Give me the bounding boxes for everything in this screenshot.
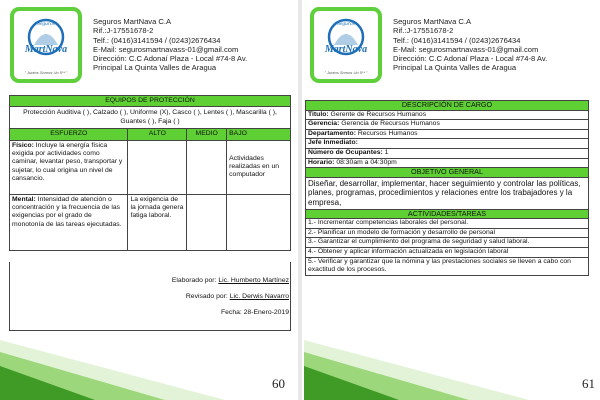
company-email: E-Mail: segurosmartnavass-01@gmail.com — [93, 44, 239, 54]
mental-alto: La exigencia de la jornada genera fatiga laboral. — [128, 194, 187, 250]
company-address-2: Principal La Quinta Valles de Aragua — [93, 63, 217, 73]
header-esfuerzo: ESFUERZO — [10, 129, 128, 140]
page-divider — [298, 0, 302, 400]
company-logo — [310, 7, 382, 83]
activity-5: 5.- Verificar y garantizar que la nómina y las prestaciones sociales se lleven a cabo con exactitud de los procesos. — [306, 257, 589, 275]
decorative-green-swoosh — [304, 330, 600, 400]
company-info — [393, 17, 547, 73]
logo-text-main: MartNava — [324, 44, 368, 55]
company-phones: Telf.: (0416)3141594 / (0243)2676434 — [393, 35, 521, 45]
equipment-title: EQUIPOS DE PROTECCIÓN — [10, 96, 291, 107]
effort-physical-label: Físico: — [12, 141, 34, 149]
effort-mental — [10, 194, 128, 250]
header-medio: MEDIO — [187, 129, 227, 140]
company-name: Seguros MartNava C.A — [393, 17, 472, 26]
header-alto: ALTO — [128, 129, 187, 140]
activity-1: 1.- Incrementar competencias laborales del personal. — [306, 219, 589, 229]
logo-text-top: Seguros — [37, 21, 55, 27]
elaborado-name: Lic. Humberto Martínez — [218, 277, 289, 284]
revisado-line: Revisado por: Lic. Derwis Navarro — [185, 293, 289, 300]
table-row — [10, 140, 291, 194]
page-60 — [0, 0, 296, 400]
job-description-title: DESCRIPCIÓN DE CARGO — [306, 101, 589, 111]
company-rif: Rif.:J-17551678-2 — [393, 26, 454, 36]
logo-text-top: Seguros — [337, 21, 355, 27]
revisado-name: Lic. Derwis Navarro — [229, 293, 289, 300]
objective-title: OBJETIVO GENERAL — [306, 168, 589, 178]
company-name: Seguros MartNava C.A — [93, 17, 172, 26]
activity-2: 2.- Planificar un modelo de formación y desarrollo de personal — [306, 228, 589, 238]
objective-text: Diseñar, desarrollar, implementar, hacer seguimiento y controlar las políticas, planes, programas, procedimientos y relaciones entre los trabajadores y la empresa, — [306, 177, 589, 209]
company-address: Dirección: C.C Adonaí Plaza - Local #74-8 Av. — [93, 54, 248, 64]
effort-mental-desc: Intensidad de atención o concentración y la frecuencia de las exigencias por el grado de monotonía de las tareas ejecutadas. — [12, 195, 122, 228]
mental-bajo — [227, 194, 291, 250]
equipment-list: Protección Auditiva ( ), Calzado ( ), Uniforme (X), Casco ( ), Lentes ( ), Mascarilla ( ), Guantes ( ), Faja ( ) — [10, 107, 291, 129]
decorative-green-swoosh — [0, 330, 296, 400]
table-row — [10, 194, 291, 250]
protection-equipment-table — [9, 95, 291, 251]
field-titulo: Titulo: Gerente de Recursos Humanos — [306, 110, 589, 120]
mental-medio — [187, 194, 227, 250]
elaborado-line: Elaborado por: Lic. Humberto Martínez — [171, 277, 289, 284]
logo-emblem-icon — [14, 11, 78, 79]
company-phones: Telf.: (0416)3141594 / (0243)2676434 — [93, 35, 221, 45]
field-ocupantes: Número de Ocupantes: 1 — [306, 148, 589, 158]
logo-slogan: " Juntos Somos Un 5** " — [324, 70, 368, 75]
logo-emblem-icon — [314, 11, 378, 79]
signature-block — [9, 262, 291, 331]
field-departamento: Departamento: Recursos Humanos — [306, 129, 589, 139]
logo-slogan: " Juntos Somos Un 5** " — [24, 70, 68, 75]
physical-bajo: Actividades realizadas en un computador — [227, 140, 291, 194]
company-address-2: Principal La Quinta Valles de Aragua — [393, 63, 517, 73]
activities-title: ACTIVIDADES/TAREAS — [306, 209, 589, 219]
logo-text-main: MartNava — [24, 44, 68, 55]
company-email: E-Mail: segurosmartnavass-01@gmail.com — [393, 44, 539, 54]
field-gerencia: Gerencia: Gerencia de Recursos Humanos — [306, 120, 589, 130]
header-bajo: BAJO — [227, 129, 291, 140]
field-jefe-inmediato: Jefe Inmediato: — [306, 139, 589, 149]
page-number: 61 — [582, 376, 595, 391]
fecha-line: Fecha: 28-Enero-2019 — [220, 309, 289, 316]
company-info — [93, 17, 247, 73]
page-number: 60 — [272, 376, 285, 391]
effort-mental-label: Mental: — [12, 195, 36, 203]
physical-medio — [187, 140, 227, 194]
activity-4: 4.- Obtener y aplicar información actualizada en legislación laboral — [306, 247, 589, 257]
physical-alto — [128, 140, 187, 194]
job-description-table — [305, 100, 589, 276]
activity-3: 3.- Garantizar el cumplimiento del programa de seguridad y salud laboral. — [306, 238, 589, 248]
field-horario: Horario: 08:30am a 04:30pm — [306, 158, 589, 168]
company-address: Dirección: C.C Adonaí Plaza - Local #74-8 Av. — [393, 54, 548, 64]
company-logo — [10, 7, 82, 83]
effort-physical-desc: Incluye la energía física exigida por actividades como caminar, levantar peso, transportar y sujetar, lo cual origina un nivel de cansancio. — [12, 141, 123, 183]
effort-physical — [10, 140, 128, 194]
company-rif: Rif.:J-17551678-2 — [93, 26, 154, 36]
